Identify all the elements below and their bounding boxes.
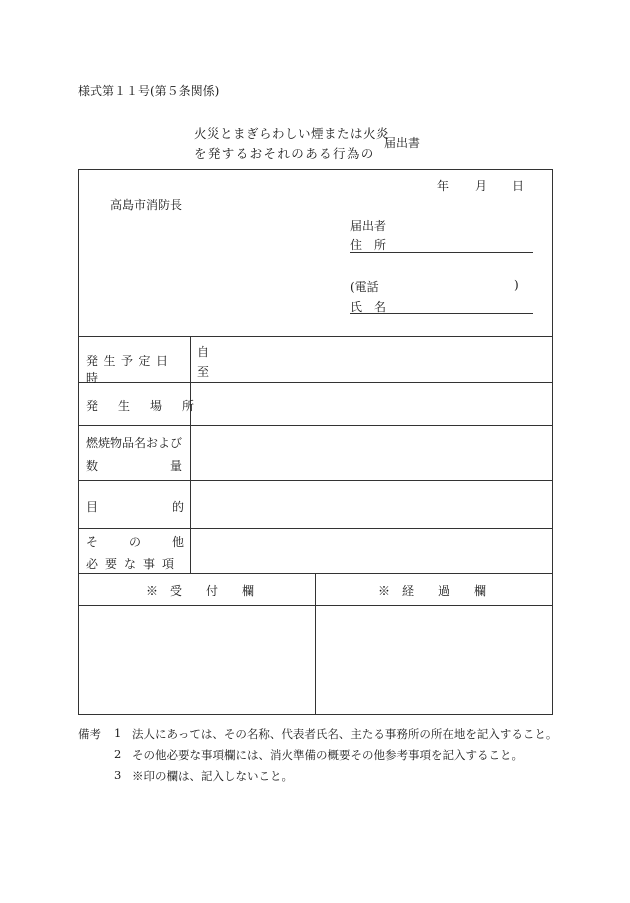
divider-row-2 [78,425,553,426]
name-underline [350,313,533,314]
note-2-text: その他必要な事項欄には、消火準備の概要その他参考事項を記入すること。 [132,748,523,762]
note-1-number: 1 [114,726,122,740]
notifier-label: 届出者 [350,219,387,233]
form-number: 様式第１１号(第５条関係) [78,84,220,98]
note-1-text: 法人にあっては、その名称、代表者氏名、主たる事務所の所在地を記入すること。 [132,727,558,741]
date-year-label: 年 [437,179,450,193]
address-underline [350,252,533,253]
planned-datetime-label-text: 発生予定日時 [86,354,174,385]
note-3-number: 3 [114,768,122,782]
receipt-column-label: ※ 受 付 欄 [146,584,255,598]
materials-label-line-1: 燃焼物品名および [86,436,183,450]
office-column-divider [315,573,316,715]
location-label: 発生場所 [86,399,215,413]
divider-header-bottom [78,336,553,337]
datetime-from-label: 自 [197,345,210,359]
title-line-2: を発するおそれのある行為の [194,146,375,161]
divider-row-4 [78,528,553,529]
datetime-to-label: 至 [197,365,210,379]
phone-close-label: ) [514,278,519,292]
materials-label-line-2: 数量 [86,459,255,473]
planned-datetime-label [86,352,183,386]
purpose-label: 目的 [86,500,259,514]
name-label: 氏 名 [350,300,387,314]
divider-row-3 [78,480,553,481]
date-day-label: 日 [512,179,525,193]
title-suffix: 届出書 [384,136,421,150]
address-label: 住 所 [350,238,387,252]
notes-heading: 備考 [78,727,101,741]
note-2-number: 2 [114,747,122,761]
addressee: 高島市消防長 [110,198,183,212]
other-label-line-1: その他 [86,535,216,549]
date-month-label: 月 [475,179,488,193]
title-line-1: 火災とまぎらわしい煙または火炎 [194,126,390,141]
progress-column-label: ※ 経 過 欄 [378,584,487,598]
phone-open-label: (電話 [350,280,379,294]
note-3-text: ※印の欄は、記入しないこと。 [132,769,293,783]
other-label-line-2: 必要な事項 [86,557,182,571]
